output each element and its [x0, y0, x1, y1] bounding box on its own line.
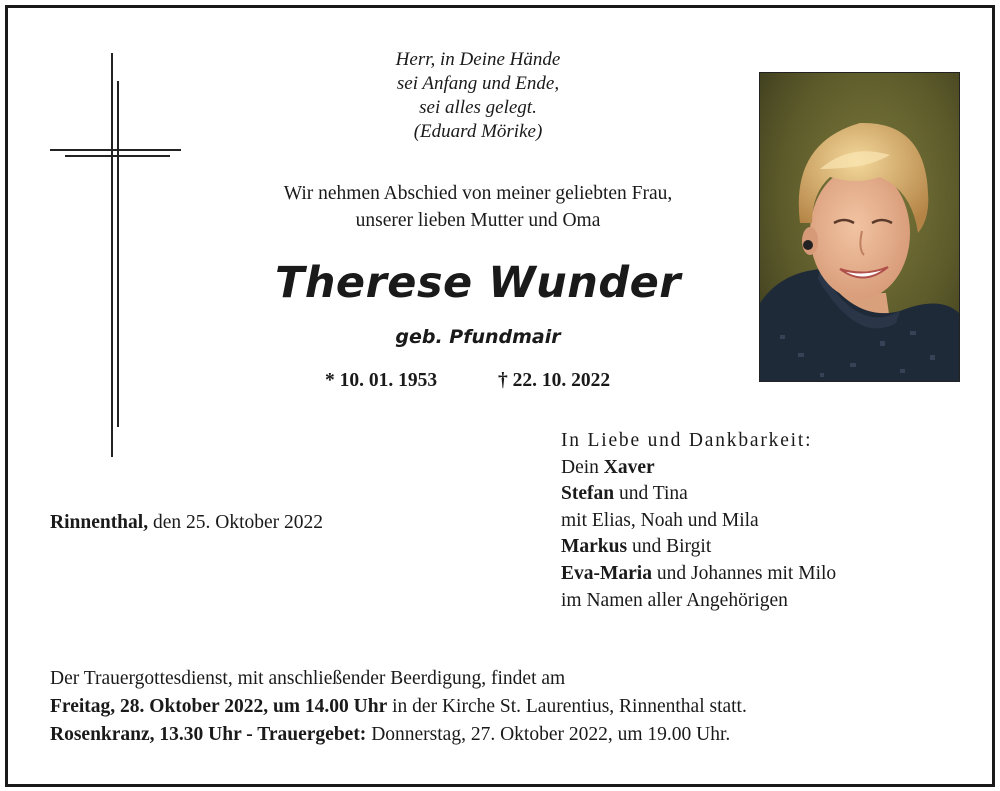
cross-vertical-bar	[111, 53, 113, 457]
mourner-rest: und Johannes mit Milo	[651, 562, 837, 584]
service-date: Freitag, 28. Oktober 2022, um 14.00 Uhr	[50, 696, 388, 717]
list-item	[561, 455, 836, 482]
cross-vertical-bar-inner	[117, 81, 119, 427]
service-line-1: Der Trauergottesdienst, mit anschließender Beerdigung, findet am	[50, 668, 566, 689]
quote-line: sei alles gelegt.	[419, 97, 537, 118]
place-date	[50, 510, 323, 536]
poem-quote	[268, 48, 688, 144]
birth-date: * 10. 01. 1953	[325, 370, 438, 391]
intro-line-1: Wir nehmen Abschied von meiner geliebten Frau,	[283, 183, 673, 204]
place-name: Rinnenthal,	[50, 512, 149, 533]
cross-horizontal-bar	[50, 149, 181, 151]
portrait-photo	[759, 72, 960, 382]
list-item	[561, 561, 836, 588]
cross-horizontal-bar-inner	[65, 155, 170, 157]
quote-author: (Eduard Mörike)	[413, 121, 543, 142]
farewell-intro	[208, 180, 748, 234]
mourner-prefix: Dein	[561, 456, 604, 478]
service-info	[50, 665, 747, 749]
deceased-name: Therese Wunder	[274, 258, 681, 308]
service-line-3	[50, 721, 747, 749]
mourners-list	[561, 428, 836, 614]
mourner-name: Xaver	[603, 456, 655, 478]
mourner-name: Stefan	[561, 483, 615, 505]
quote-line: Herr, in Deine Hände	[395, 49, 561, 70]
rosary-info: Rosenkranz, 13.30 Uhr - Trauergebet:	[50, 724, 367, 745]
mourners-heading: In Liebe und Dankbarkeit:	[561, 430, 813, 451]
obituary-frame	[5, 5, 995, 787]
quote-line: sei Anfang und Ende,	[396, 73, 560, 94]
mourner-rest: und Tina	[614, 483, 688, 505]
cross-icon	[8, 8, 9, 9]
list-item: mit Elias, Noah und Mila	[561, 509, 759, 531]
list-item: im Namen aller Angehörigen	[561, 589, 788, 611]
service-location: in der Kirche St. Laurentius, Rinnenthal statt.	[387, 696, 747, 717]
mourner-name: Eva-Maria	[561, 562, 652, 584]
date-text: den 25. Oktober 2022	[148, 512, 324, 533]
intro-line-2: unserer lieben Mutter und Oma	[355, 210, 601, 231]
service-line-2	[50, 693, 747, 721]
mourner-name: Markus	[561, 536, 628, 558]
death-date: † 22. 10. 2022	[498, 370, 611, 391]
rosary-date: Donnerstag, 27. Oktober 2022, um 19.00 Uhr.	[366, 724, 731, 745]
list-item	[561, 481, 836, 508]
mourner-rest: und Birgit	[627, 536, 712, 558]
birth-name: geb. Pfundmair	[395, 326, 561, 348]
list-item	[561, 534, 836, 561]
